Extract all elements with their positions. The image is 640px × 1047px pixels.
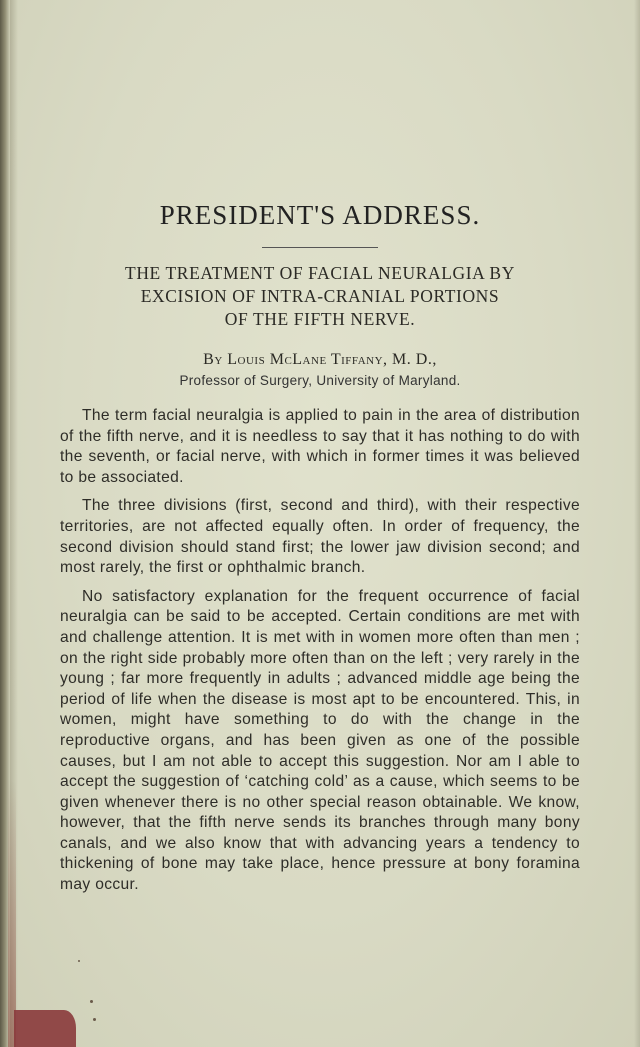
red-corner-stain — [14, 1010, 76, 1047]
subtitle-line: THE TREATMENT OF FACIAL NEURALGIA BY — [125, 263, 515, 283]
page-title: PRESIDENT'S ADDRESS. — [159, 200, 481, 230]
title-divider — [262, 247, 378, 248]
subtitle-line: OF THE FIFTH NERVE. — [224, 309, 416, 329]
body-paragraph: No satisfactory explanation for the frequent occurrence of facial neuralgia can be said to be accepted. Certain conditions are met with and challenge attention. It is met with in women more often than men ; on the right side probably more often than on the left ; very rarely in the young ; far more frequently in adults ; advanced middle age being the period of life when the disease is most apt to be encountered. This, in women, might have something to do with the change in the reproductive organs, and has been given as one of the possible causes, but I am not able to accept this suggestion. Nor am I able to accept the suggestion of ‘catching cold’ as a cause, which seems to be given whenever there is no other special reason obtainable. We know, however, that the fifth nerve sends its branches through many bony canals, and we also know that with advancing years a tendency to thickening of bone may take place, hence pressure at bony foramina may occur. — [60, 587, 580, 894]
author-byline: By Louis McLane Tiffany, M. D., — [203, 351, 437, 368]
page-right-edge — [634, 0, 640, 1047]
article-subtitle — [60, 262, 580, 331]
paper-speck — [93, 1018, 96, 1021]
paper-speck — [78, 960, 80, 962]
subtitle-line: EXCISION OF INTRA-CRANIAL PORTIONS — [140, 286, 500, 306]
red-edge-discoloration — [8, 780, 16, 1047]
document-content — [60, 200, 580, 896]
body-paragraph: The three divisions (first, second and third), with their respective territories, are not affected equally often. In order of frequency, the second division should stand first; the lower jaw division second; and most rarely, the first or ophthalmic branch. — [60, 497, 580, 577]
body-text — [60, 406, 580, 896]
body-paragraph: The term facial neuralgia is applied to pain in the area of distribution of the fifth nerve, and it is needless to say that it has nothing to do with the seventh, or facial nerve, with which in former times it was believed to be associated. — [60, 407, 580, 486]
author-affiliation: Professor of Surgery, University of Maryland. — [179, 373, 461, 388]
paper-speck — [90, 1000, 93, 1003]
